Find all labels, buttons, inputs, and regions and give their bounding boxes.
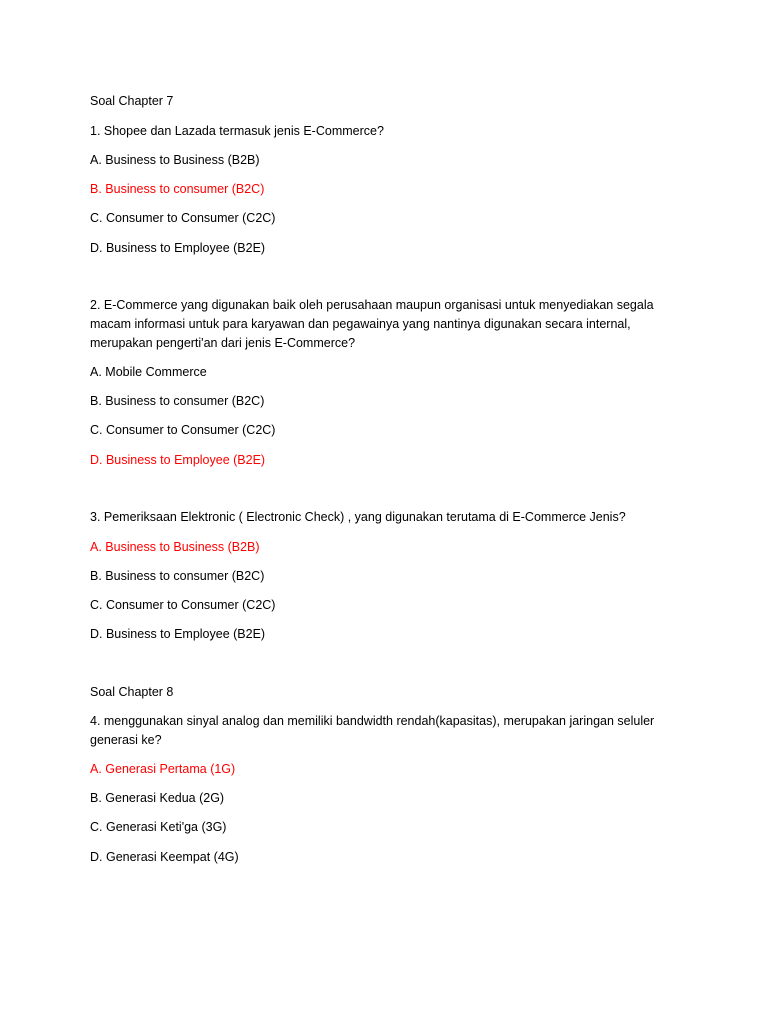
question-1-option-b-answer: B. Business to consumer (B2C) xyxy=(90,182,265,196)
question-4-option-b: B. Generasi Kedua (2G) xyxy=(90,791,225,805)
question-1-option-d: D. Business to Employee (B2E) xyxy=(90,241,266,255)
question-2-line-3: merupakan pengerti'an dari jenis E-Commerce? xyxy=(90,336,356,350)
question-1-option-c: C. Consumer to Consumer (C2C) xyxy=(90,211,276,225)
question-4-line-2: generasi ke? xyxy=(90,733,162,747)
question-2-line-1: 2. E-Commerce yang digunakan baik oleh perusahaan maupun organisasi untuk menyediakan segala xyxy=(90,298,654,312)
question-2-line-2: macam informasi untuk para karyawan dan pegawainya yang nantinya digunakan secara internal, xyxy=(90,317,631,331)
chapter-7-heading: Soal Chapter 7 xyxy=(90,94,174,108)
question-4-option-d: D. Generasi Keempat (4G) xyxy=(90,850,239,864)
question-2-option-b: B. Business to consumer (B2C) xyxy=(90,394,265,408)
question-3-option-b: B. Business to consumer (B2C) xyxy=(90,569,265,583)
question-4-option-a-answer: A. Generasi Pertama (1G) xyxy=(90,762,236,776)
question-4-option-c: C. Generasi Keti'ga (3G) xyxy=(90,820,227,834)
question-2-option-c: C. Consumer to Consumer (C2C) xyxy=(90,423,276,437)
question-3-option-c: C. Consumer to Consumer (C2C) xyxy=(90,598,276,612)
question-1-option-a: A. Business to Business (B2B) xyxy=(90,153,260,167)
chapter-8-heading: Soal Chapter 8 xyxy=(90,685,174,699)
question-3-option-a-answer: A. Business to Business (B2B) xyxy=(90,540,260,554)
question-3: 3. Pemeriksaan Elektronic ( Electronic Check) , yang digunakan terutama di E-Commerce Jenis? xyxy=(90,510,626,524)
question-3-option-d: D. Business to Employee (B2E) xyxy=(90,627,266,641)
question-4-line-1: 4. menggunakan sinyal analog dan memiliki bandwidth rendah(kapasitas), merupakan jaringan seluler xyxy=(90,714,655,728)
question-1: 1. Shopee dan Lazada termasuk jenis E-Commerce? xyxy=(90,124,384,138)
question-2-option-d-answer: D. Business to Employee (B2E) xyxy=(90,453,266,467)
question-2-option-a: A. Mobile Commerce xyxy=(90,365,207,379)
